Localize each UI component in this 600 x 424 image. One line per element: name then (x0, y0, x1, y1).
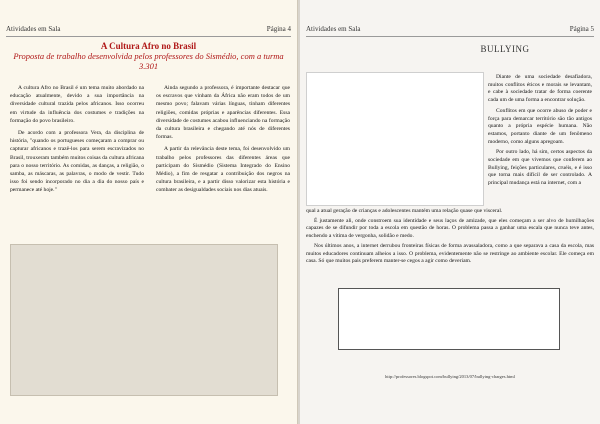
left-page-number: Página 4 (266, 25, 291, 33)
bullying-title: BULLYING (480, 44, 530, 54)
paragraph: De acordo com a professora Vera, da disciplina de história, "quando os portugueses começaram a comprar ou capturar africanos e trazê-los para serem escravizados no Brasil, trouxeram também muitos coisas da cultura africana para o nosso território. As comidas, as danças, a religião, o samba, as máscaras, as palavras, o modo de vestir. Tudo isso foi sendo incorporado no dia a dia do nosso país e permanece até hoje." (10, 130, 144, 194)
paragraph: A partir da relevância deste tema, foi desenvolvido um trabalho pelos professores das diferentes áreas que participam do Sismédio (Sistema Integrado do Ensino Médio), a fim de resgatar a contribuição dos negros na cultura brasileira, e a partir disso valorizar esta história e combater as desigualdades sociais nos dias atuais. (156, 146, 290, 194)
left-column-2 (156, 84, 290, 199)
article-title: A Cultura Afro no Brasil (100, 41, 197, 51)
bullying-illustration (306, 72, 484, 206)
right-running-head (306, 24, 594, 37)
paragraph: Diante de uma sociedade desafiadora, muitos conflitos éticos e morais se levantam, e cabe à sociedade tratar de forma coerente cada um de uma forma a encontrar solução. (488, 74, 592, 104)
paragraph: Por outro lado, há sim, certos aspectos da sociedade em que vivemos que conferem ao Bullying, feições particulares, cruéis, e é isso que torna mais difícil de ser controlado. A principal mudança está na internet, com a (488, 149, 592, 187)
right-page-number: Página 5 (569, 25, 594, 33)
paragraph: É justamente ali, onde constroem sua identidade e seus laços de amizade, que eles começam a ser alvo de humilhações capazes de se difundir por toda a escola em questão de horas. O problema passa a ganhar uma escala que nunca teve antes, enchendo a vítima de vergonha, solidão e medo. (306, 217, 594, 240)
left-section-label: Atividades em Sala (6, 25, 61, 33)
right-float-text (488, 74, 592, 191)
photo-placeholder (10, 244, 278, 396)
left-column-1 (10, 84, 144, 199)
image-caption: http://professores.blogspot.com/bullying/2013/07/bullying-charges.html (385, 374, 515, 379)
right-section-label: Atividades em Sala (306, 25, 361, 33)
article-subtitle: Proposta de trabalho desenvolvida pelos professores do Sismédio, com a turma 3.301 (13, 51, 284, 71)
left-title-block (8, 41, 289, 71)
paragraph: Conflitos em que ocorre abuso de poder e força para demarcar território são tão antigos quanto a própria espécie humana. Não estamos, portanto diante de um fenômeno moderno, como alguns apregoam. (488, 107, 592, 145)
paragraph: Ainda segundo a professora, é importante destacar que os escravos que vinham da África não eram todos de um mesmo povo; falavam várias línguas, tinham diferentes religiões, comidas próprias e aparências diferentes. Essa diversidade de costumes acabou influenciando na formação da cultura brasileira e chegando até nós de diferentes formas. (156, 85, 290, 141)
right-full-text (306, 208, 594, 268)
left-page (0, 0, 298, 424)
paragraph: qual a atual geração de crianças e adolescentes mantém uma relação quase que visceral. (306, 208, 503, 214)
right-page (300, 0, 600, 424)
paragraph: Nos últimos anos, a internet derrubou fronteiras físicas de forma avassaladora, como a que separava a casa da escola, mas muitos educadores continuam alheios a isso. O problema, evidentemente não se restringe ao ambiente escolar. Ele começa em casa. Só que muitos pais preferem manter-se cegos a agir como deveriam. (306, 242, 594, 265)
comic-strip (338, 288, 560, 350)
paragraph: A cultura Afro no Brasil é um tema muito abordado na educação atualmente, devido a sua importância na diversidade cultural trazida pelos africanos. Isso ocorreu em virtude da influência dos costumes e tradições na formação do povo brasileiro. (10, 85, 144, 124)
left-running-head (6, 24, 291, 37)
